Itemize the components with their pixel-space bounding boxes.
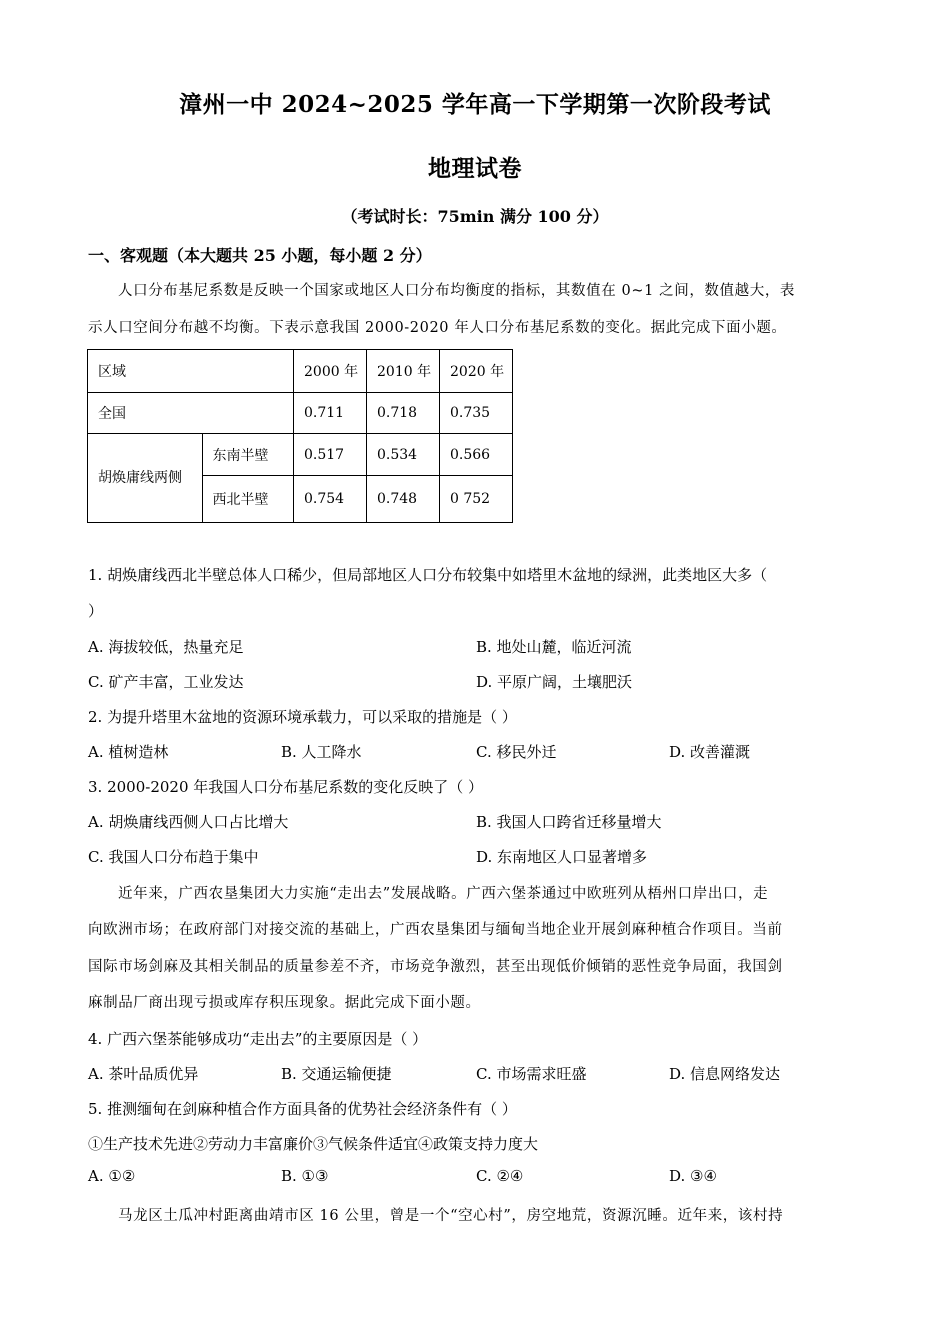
intro1-line2: 示人口空间分布越不均衡。下表示意我国 2000-2020 年人口分布基尼系数的变化。据此完成下面小题。: [88, 320, 787, 336]
row-label-northwest: 西北半壁: [202, 476, 293, 523]
q3-option-b: B. 我国人口跨省迁移量增大: [476, 813, 662, 831]
q2-option-a: A. 植树造林: [88, 743, 169, 761]
intro2-line1: 近年来，广西农垦集团大力实施“走出去”发展战略。广西六堡茶通过中欧班列从梧州口岸出口，走: [118, 886, 769, 902]
cell-nw-2000: 0.754: [294, 476, 367, 523]
cell-national-2010: 0.718: [367, 393, 440, 434]
q5-option-c: C. ②④: [476, 1167, 524, 1185]
exam-title: 漳州一中 2024~2025 学年高一下学期第一次阶段考试: [179, 91, 771, 118]
q1-stem-line1: 1. 胡焕庸线西北半壁总体人口稀少，但局部地区人口分布较集中如塔里木盆地的绿洲，此类地区大多（: [88, 566, 768, 584]
intro1-line1: 人口分布基尼系数是反映一个国家或地区人口分布均衡度的指标，其数值在 0~1 之间，数值越大，表: [118, 283, 796, 299]
q5-option-b: B. ①③: [281, 1167, 329, 1185]
q3-stem: 3. 2000-2020 年我国人口分布基尼系数的变化反映了（ ）: [88, 778, 484, 796]
cell-se-2020: 0.566: [440, 434, 513, 476]
table-row: [88, 434, 513, 476]
q5-option-d: D. ③④: [669, 1167, 717, 1185]
q4-option-b: B. 交通运输便捷: [281, 1065, 392, 1083]
q5-option-a: A. ①②: [88, 1167, 136, 1185]
q1-option-d: D. 平原广阔，土壤肥沃: [476, 673, 633, 691]
q1-stem-line2: ）: [88, 602, 104, 620]
subject-title: 地理试卷: [428, 155, 522, 182]
cell-se-2010: 0.534: [367, 434, 440, 476]
header-year-2020: 2020 年: [440, 350, 513, 393]
q1-option-a: A. 海拔较低，热量充足: [88, 638, 244, 656]
gini-table: [87, 349, 513, 523]
header-region: 区域: [88, 350, 294, 393]
q2-option-d: D. 改善灌溉: [669, 743, 751, 761]
q2-option-c: C. 移民外迁: [476, 743, 557, 761]
intro3-line1: 马龙区土瓜冲村距离曲靖市区 16 公里，曾是一个“空心村”，房空地荒，资源沉睡。近年来，该村持: [118, 1208, 784, 1224]
cell-national-2020: 0.735: [440, 393, 513, 434]
q5-choices: ①生产技术先进②劳动力丰富廉价③气候条件适宜④政策支持力度大: [88, 1135, 539, 1153]
q3-option-c: C. 我国人口分布趋于集中: [88, 848, 259, 866]
q4-stem: 4. 广西六堡茶能够成功“走出去”的主要原因是（ ）: [88, 1030, 428, 1048]
intro2-line4: 麻制品厂商出现亏损或库存积压现象。据此完成下面小题。: [88, 995, 481, 1011]
q3-option-a: A. 胡焕庸线西侧人口占比增大: [88, 813, 289, 831]
section-heading: 一、客观题（本大题共 25 小题，每小题 2 分）: [88, 246, 432, 265]
intro2-line3: 国际市场剑麻及其相关制品的质量参差不齐，市场竞争激烈，甚至出现低价倾销的恶性竞争局面，我国剑: [88, 959, 783, 975]
q4-option-d: D. 信息网络发达: [669, 1065, 781, 1083]
row-label-national: 全国: [88, 393, 294, 434]
q1-option-b: B. 地处山麓，临近河流: [476, 638, 632, 656]
q1-option-c: C. 矿产丰富，工业发达: [88, 673, 244, 691]
cell-nw-2010: 0.748: [367, 476, 440, 523]
intro2-line2: 向欧洲市场；在政府部门对接交流的基础上，广西农垦集团与缅甸当地企业开展剑麻种植合作项目。当前: [88, 922, 783, 938]
row-label-southeast: 东南半壁: [202, 434, 293, 476]
cell-se-2000: 0.517: [294, 434, 367, 476]
row-group-label: 胡焕庸线两侧: [88, 434, 203, 523]
cell-national-2000: 0.711: [294, 393, 367, 434]
q4-option-c: C. 市场需求旺盛: [476, 1065, 587, 1083]
header-year-2000: 2000 年: [294, 350, 367, 393]
exam-info: （考试时长：75min 满分 100 分）: [341, 207, 609, 226]
header-year-2010: 2010 年: [367, 350, 440, 393]
table-row: [88, 393, 513, 434]
q4-option-a: A. 茶叶品质优异: [88, 1065, 199, 1083]
q5-stem: 5. 推测缅甸在剑麻种植合作方面具备的优势社会经济条件有（ ）: [88, 1100, 517, 1118]
cell-nw-2020: 0 752: [440, 476, 513, 523]
q2-stem: 2. 为提升塔里木盆地的资源环境承载力，可以采取的措施是（ ）: [88, 708, 517, 726]
q3-option-d: D. 东南地区人口显著增多: [476, 848, 648, 866]
q2-option-b: B. 人工降水: [281, 743, 362, 761]
